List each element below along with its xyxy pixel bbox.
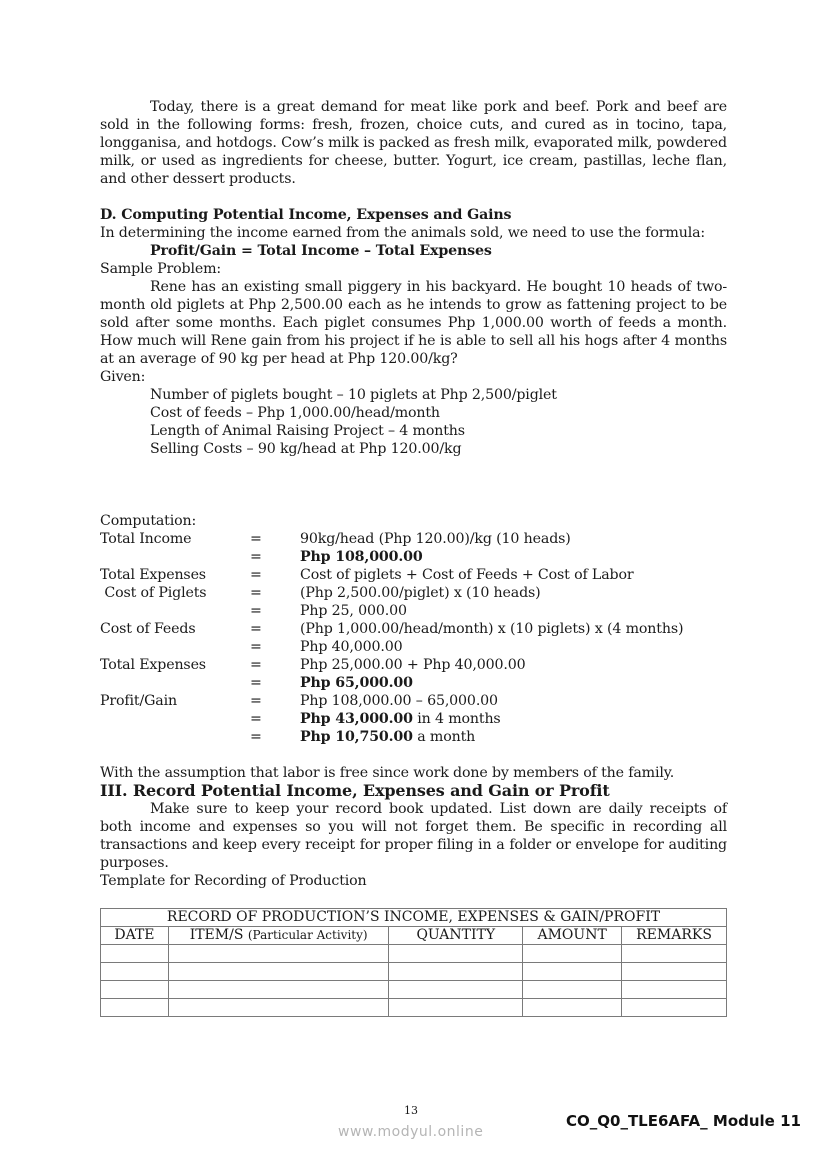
computation-row [100,584,727,602]
table-row [101,963,727,981]
equals-sign: = [250,657,262,673]
intro-paragraph: Today, there is a great demand for meat like pork and beef. Pork and beef are sold in the following forms: fresh, frozen, choice cuts, and cured as in tocino, tapa, longganisa, and hotdogs. Cow’s milk is packed as fresh milk, evaporated milk, powdered milk, or used as ingredients for cheese, butter. Yogurt, ice cream, pastillas, leche flan, and other dessert products. [100,99,727,187]
computation-row [100,728,727,746]
profit-formula: Profit/Gain = Total Income – Total Expenses [150,243,492,259]
equals-sign: = [250,729,262,745]
computation-suffix: a month [412,729,476,745]
computation-row [100,548,727,566]
equals-sign: = [250,639,262,655]
equals-sign: = [250,693,262,709]
computation-term: Cost of Piglets [100,585,207,601]
section-d-heading: D. Computing Potential Income, Expenses and Gains [100,207,512,223]
record-table-header [101,927,727,945]
column-header-remarks: REMARKS [622,927,727,945]
computation-value [300,656,727,674]
computation-expression: (Php 1,000.00/head/month) x (10 piglets) x (4 months) [300,621,684,637]
table-cell[interactable] [101,945,169,963]
table-row [101,981,727,999]
computation-value [300,674,727,692]
computation-term [100,674,250,692]
table-cell[interactable] [622,945,727,963]
computation-expression: Php 108,000.00 – 65,000.00 [300,693,498,709]
computation-row [100,530,727,548]
table-row [101,999,727,1017]
table-cell[interactable] [389,945,523,963]
computation-row [100,566,727,584]
given-label: Given: [100,369,146,385]
watermark: www.modyul.online [338,1124,484,1140]
column-header-items [168,927,388,945]
sample-problem-text: Rene has an existing small piggery in his backyard. He bought 10 heads of two-month old piglets at Php 2,500.00 each as he intends to grow as fattening project to be sold after some months. Each piglet consumes Php 1,000.00 worth of feeds a month. How much will Rene gain from his project if he is able to sell all his hogs after 4 months at an average of 90 kg per head at Php 120.00/kg? [100,279,727,367]
computation-term: Total Expenses [100,657,206,673]
computation-row [100,674,727,692]
column-header-quantity: QUANTITY [389,927,523,945]
computation-term [100,602,250,620]
computation-value [300,638,727,656]
table-cell[interactable] [168,999,388,1017]
table-cell[interactable] [622,963,727,981]
computation-value [300,620,727,638]
computation-term: Total Expenses [100,567,206,583]
computation-expression: Php 25, 000.00 [300,603,407,619]
computation-value [300,530,727,548]
computation-result: Php 43,000.00 [300,711,413,727]
given-list [100,386,727,458]
table-cell[interactable] [523,999,622,1017]
computation-row [100,710,727,728]
computation-expression: Php 25,000.00 + Php 40,000.00 [300,657,526,673]
equals-sign: = [250,621,262,637]
computation-term: Total Income [100,531,192,547]
computation-term [100,548,250,566]
template-label: Template for Recording of Production [100,873,367,889]
sample-problem-label: Sample Problem: [100,261,222,277]
formula-lead: In determining the income earned from the animals sold, we need to use the formula: [100,225,706,241]
computation-label: Computation: [100,513,197,529]
given-item: Selling Costs – 90 kg/head at Php 120.00/kg [150,441,462,457]
section-iii-body: Make sure to keep your record book updated. List down are daily receipts of both income and expenses so you will not forget them. Be specific in recording all transactions and keep every receipt for proper filing in a folder or envelope for auditing purposes. [100,801,727,871]
table-cell[interactable] [523,945,622,963]
section-iii-heading: III. Record Potential Income, Expenses and Gain or Profit [100,781,610,800]
equals-sign: = [250,675,262,691]
labor-assumption: With the assumption that labor is free since work done by members of the family. [100,765,675,781]
given-item: Cost of feeds – Php 1,000.00/head/month [150,405,440,421]
computation-term: Profit/Gain [100,693,177,709]
computation-expression: Php 40,000.00 [300,639,403,655]
computation-value [300,566,727,584]
computation-value [300,584,727,602]
equals-sign: = [250,585,262,601]
table-cell[interactable] [622,999,727,1017]
computation-result: Php 65,000.00 [300,675,413,691]
page-number: 13 [404,1104,418,1117]
record-table [100,908,727,1017]
equals-sign: = [250,567,262,583]
computation-value [300,710,727,728]
computation-value [300,728,727,746]
table-cell[interactable] [168,963,388,981]
column-header-date: DATE [101,927,169,945]
computation-expression: Cost of piglets + Cost of Feeds + Cost of Labor [300,567,634,583]
given-item: Length of Animal Raising Project – 4 months [150,423,465,439]
equals-sign: = [250,549,262,565]
computation-row [100,602,727,620]
table-cell[interactable] [101,999,169,1017]
equals-sign: = [250,711,262,727]
computation-block [100,512,727,746]
column-header-items-label: ITEM/S [189,927,244,943]
equals-sign: = [250,603,262,619]
computation-suffix: in 4 months [412,711,501,727]
table-cell[interactable] [523,963,622,981]
table-cell[interactable] [168,945,388,963]
computation-row [100,656,727,674]
computation-result: Php 10,750.00 [300,729,413,745]
table-cell[interactable] [622,981,727,999]
column-header-amount: AMOUNT [523,927,622,945]
module-code: CO_Q0_TLE6AFA_ Module 11 [566,1112,801,1130]
table-cell[interactable] [389,999,523,1017]
computation-expression: (Php 2,500.00/piglet) x (10 heads) [300,585,541,601]
table-cell[interactable] [168,981,388,999]
computation-row [100,692,727,710]
given-item: Number of piglets bought – 10 piglets at Php 2,500/piglet [150,387,557,403]
computation-term [100,728,250,746]
table-row [101,945,727,963]
equals-sign: = [250,531,262,547]
record-table-title: RECORD OF PRODUCTION’S INCOME, EXPENSES & GAIN/PROFIT [101,909,727,927]
table-cell[interactable] [101,963,169,981]
table-cell[interactable] [389,981,523,999]
table-cell[interactable] [389,963,523,981]
computation-value [300,548,727,566]
table-cell[interactable] [101,981,169,999]
table-cell[interactable] [523,981,622,999]
computation-value [300,692,727,710]
computation-row [100,638,727,656]
document-body [100,98,727,890]
computation-result: Php 108,000.00 [300,549,423,565]
computation-value [300,602,727,620]
computation-term: Cost of Feeds [100,621,196,637]
computation-row [100,620,727,638]
computation-expression: 90kg/head (Php 120.00)/kg (10 heads) [300,531,571,547]
computation-term [100,710,250,728]
column-header-items-note: (Particular Activity) [247,928,368,942]
computation-term [100,638,250,656]
